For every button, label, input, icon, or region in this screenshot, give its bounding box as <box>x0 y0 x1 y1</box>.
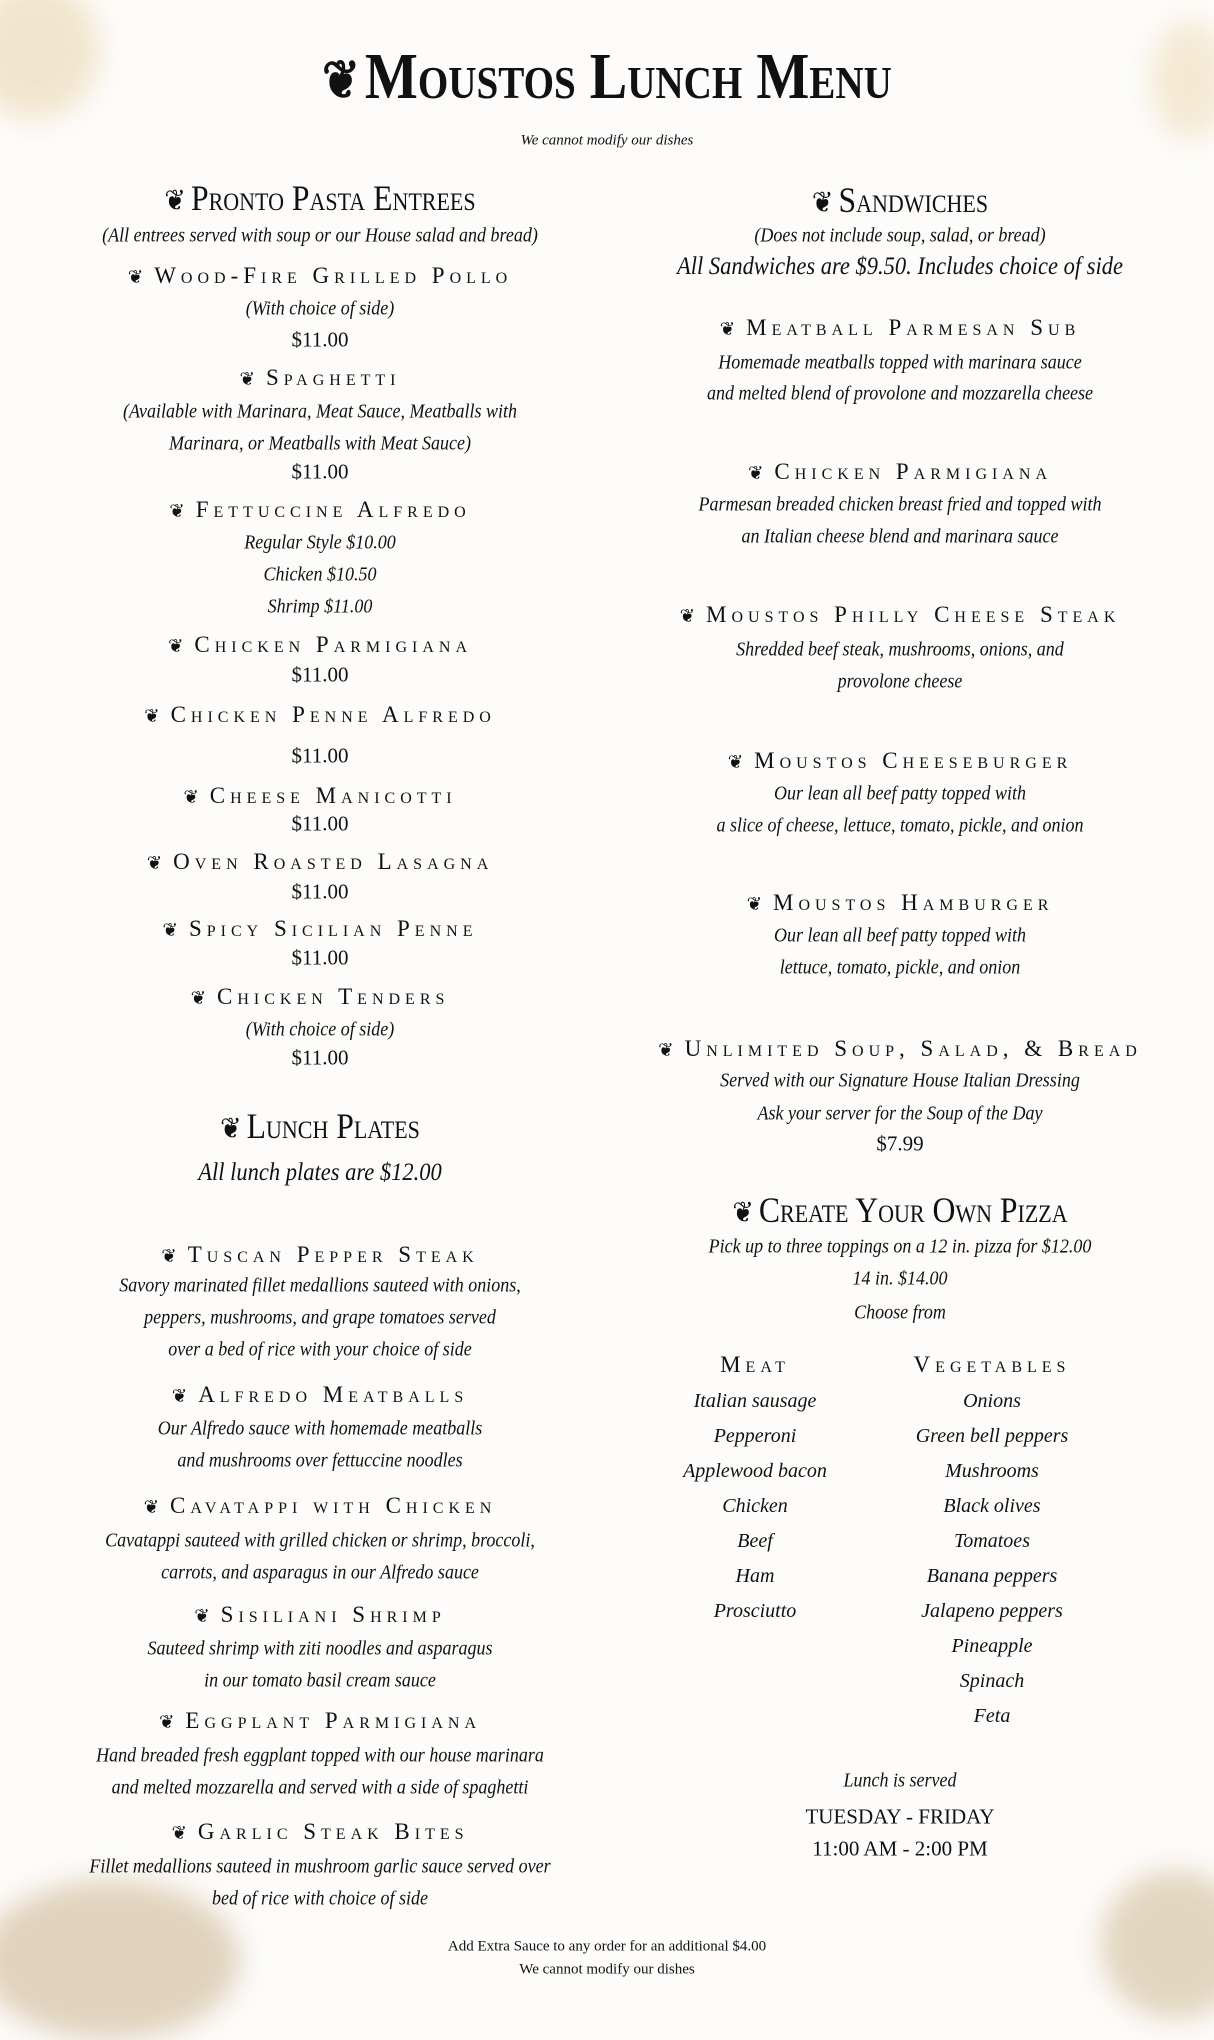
hours-label: Lunch is served <box>843 1769 957 1792</box>
item-desc: (With choice of side) <box>245 297 395 320</box>
section-heading-pizza: ❦ Create Your Own Pizza <box>732 1190 1068 1230</box>
item-desc: Savory marinated fillet medallions sauteed with onions, <box>119 1274 521 1297</box>
item-desc: Served with our Signature House Italian Dressing <box>720 1069 1080 1092</box>
topping: Feta <box>973 1705 1011 1727</box>
item-desc: Marinara, or Meatballs with Meat Sauce) <box>169 432 471 455</box>
item-desc: an Italian cheese blend and marinara sauce <box>741 525 1059 548</box>
item-price: $11.00 <box>291 662 349 687</box>
pizza-desc: Pick up to three toppings on a 12 in. pizza for $12.00 <box>708 1235 1092 1258</box>
menu-subtitle: We cannot modify our dishes <box>520 132 694 149</box>
leaf-icon: ❦ <box>183 787 204 807</box>
topping: Ham <box>735 1565 775 1587</box>
topping: Spinach <box>959 1670 1025 1692</box>
section-heading-plates: ❦ Lunch Plates <box>220 1106 420 1146</box>
section-note: (All entrees served with soup or our House salad and bread) <box>102 224 538 247</box>
item-desc: over a bed of rice with your choice of side <box>168 1338 472 1361</box>
item-desc: and melted mozzarella and served with a side of spaghetti <box>111 1776 529 1799</box>
item-desc: provolone cheese <box>837 670 963 693</box>
item-price: $11.00 <box>291 945 349 970</box>
item-desc: Cavatappi sauteed with grilled chicken or shrimp, broccoli, <box>105 1529 535 1552</box>
leaf-icon: ❦ <box>161 1246 182 1266</box>
leaf-icon: ❦ <box>719 319 741 339</box>
item-desc: and mushrooms over fettuccine noodles <box>177 1449 463 1472</box>
item-desc: in our tomato basil cream sauce <box>204 1669 436 1692</box>
section-price-note: All Sandwiches are $9.50. Includes choice of side <box>677 253 1123 280</box>
item-desc: bed of rice with choice of side <box>212 1887 428 1910</box>
topping: Pineapple <box>951 1635 1033 1657</box>
paper-stain <box>0 0 100 120</box>
item-name: ❦ Alfredo Meatballs <box>171 1382 469 1407</box>
item-desc: Our lean all beef patty topped with <box>774 782 1026 805</box>
paper-stain <box>1150 20 1214 140</box>
leaf-icon: ❦ <box>164 185 186 217</box>
leaf-icon: ❦ <box>169 501 190 521</box>
leaf-icon: ❦ <box>658 1040 679 1060</box>
item-desc: carrots, and asparagus in our Alfredo sauce <box>161 1561 479 1584</box>
item-desc: (Available with Marinara, Meat Sauce, Meatballs with <box>123 400 517 423</box>
paper-stain <box>0 1880 240 2040</box>
pizza-desc: 14 in. $14.00 <box>852 1267 948 1290</box>
leaf-icon: ❦ <box>171 1386 193 1406</box>
section-heading-pasta: ❦ Pronto Pasta Entrees <box>164 178 476 218</box>
topping: Pepperoni <box>713 1425 797 1447</box>
item-price: $11.00 <box>291 879 349 904</box>
leaf-icon: ❦ <box>171 1823 192 1843</box>
item-name: ❦ Spaghetti <box>239 365 401 390</box>
leaf-icon: ❦ <box>746 894 767 914</box>
pizza-desc: Choose from <box>854 1301 946 1324</box>
item-desc: Hand breaded fresh eggplant topped with our house marinara <box>96 1744 544 1767</box>
item-desc: Chicken $10.50 <box>263 563 377 586</box>
item-desc: Shredded beef steak, mushrooms, onions, and <box>736 638 1064 661</box>
hours-time: 11:00 AM - 2:00 PM <box>812 1836 988 1861</box>
item-name: ❦ Fettuccine Alfredo <box>169 497 471 522</box>
leaf-icon: ❦ <box>143 1497 165 1517</box>
item-name: ❦ Cavatappi with Chicken <box>143 1493 497 1518</box>
topping: Beef <box>737 1530 773 1552</box>
item-name: ❦ Unlimited Soup, Salad, & Bread <box>658 1036 1142 1061</box>
item-name: ❦ Wood-Fire Grilled Pollo <box>127 263 513 288</box>
leaf-icon: ❦ <box>811 187 834 219</box>
topping: Green bell peppers <box>915 1425 1069 1447</box>
item-name: ❦ Chicken Parmigiana <box>167 632 473 657</box>
topping: Tomatoes <box>954 1530 1030 1552</box>
item-price: $11.00 <box>291 1045 349 1070</box>
item-desc: Fillet medallions sauteed in mushroom garlic sauce served over <box>89 1855 551 1878</box>
item-price: $11.00 <box>291 459 349 484</box>
menu-title: ❦Moustos Lunch Menu <box>322 40 892 113</box>
item-name: ❦ Cheese Manicotti <box>183 783 457 808</box>
topping: Onions <box>963 1390 1021 1412</box>
item-desc: Ask your server for the Soup of the Day <box>757 1102 1043 1125</box>
meat-toppings-list <box>683 1347 827 1629</box>
item-name: ❦ Moustos Cheeseburger <box>727 748 1073 773</box>
item-desc: (With choice of side) <box>245 1018 395 1041</box>
item-desc: Shrimp $11.00 <box>267 595 373 618</box>
leaf-icon: ❦ <box>146 853 168 873</box>
item-name: ❦ Sisiliani Shrimp <box>194 1602 446 1627</box>
topping: Mushrooms <box>945 1460 1039 1482</box>
leaf-icon: ❦ <box>162 920 183 940</box>
leaf-icon: ❦ <box>158 1712 180 1732</box>
topping: Applewood bacon <box>683 1460 827 1482</box>
topping: Banana peppers <box>926 1565 1058 1587</box>
topping: Black olives <box>943 1495 1041 1517</box>
topping: Chicken <box>722 1495 788 1517</box>
leaf-icon: ❦ <box>190 988 212 1008</box>
item-name: ❦ Garlic Steak Bites <box>171 1819 469 1844</box>
item-price: $11.00 <box>291 327 349 352</box>
leaf-icon: ❦ <box>322 52 360 110</box>
item-desc: Sauteed shrimp with ziti noodles and asparagus <box>147 1637 493 1660</box>
vegetable-toppings-list <box>914 1347 1071 1734</box>
item-name: ❦ Moustos Philly Cheese Steak <box>679 602 1121 627</box>
meat-heading: Meat <box>720 1352 790 1377</box>
leaf-icon: ❦ <box>747 463 769 483</box>
item-desc: Our Alfredo sauce with homemade meatballs <box>157 1417 483 1440</box>
hours-days: TUESDAY - FRIDAY <box>805 1804 995 1829</box>
item-name: ❦ Chicken Parmigiana <box>747 459 1053 484</box>
item-price: $11.00 <box>291 811 349 836</box>
item-name: ❦ Eggplant Parmigiana <box>158 1708 482 1733</box>
section-heading-sandwiches: ❦ Sandwiches <box>811 180 989 220</box>
item-name: ❦ Spicy Sicilian Penne <box>162 916 478 941</box>
topping: Prosciutto <box>713 1600 797 1622</box>
topping: Jalapeno peppers <box>921 1600 1063 1622</box>
item-name: ❦ Chicken Penne Alfredo <box>144 702 496 727</box>
leaf-icon: ❦ <box>732 1197 754 1229</box>
item-name: ❦ Moustos Hamburger <box>746 890 1054 915</box>
vegetables-heading: Vegetables <box>913 1352 1071 1377</box>
item-desc: peppers, mushrooms, and grape tomatoes served <box>144 1306 496 1329</box>
leaf-icon: ❦ <box>727 752 749 772</box>
leaf-icon: ❦ <box>127 267 149 287</box>
item-desc: Parmesan breaded chicken breast fried and topped with <box>698 493 1102 516</box>
item-desc: Regular Style $10.00 <box>244 531 396 554</box>
leaf-icon: ❦ <box>239 369 260 389</box>
item-desc: a slice of cheese, lettuce, tomato, pickle, and onion <box>716 814 1084 837</box>
item-desc: lettuce, tomato, pickle, and onion <box>779 956 1021 979</box>
item-name: ❦ Tuscan Pepper Steak <box>161 1242 479 1267</box>
item-price: $11.00 <box>291 743 349 768</box>
item-name: ❦ Oven Roasted Lasagna <box>146 849 494 874</box>
footer-no-modify: We cannot modify our dishes <box>519 1961 695 1978</box>
leaf-icon: ❦ <box>194 1606 215 1626</box>
topping: Italian sausage <box>693 1390 817 1412</box>
leaf-icon: ❦ <box>144 706 165 726</box>
item-name: ❦ Chicken Tenders <box>190 984 450 1009</box>
section-note: (Does not include soup, salad, or bread) <box>754 224 1046 247</box>
item-name: ❦ Meatball Parmesan Sub <box>719 315 1081 340</box>
leaf-icon: ❦ <box>679 606 701 626</box>
item-desc: Homemade meatballs topped with marinara sauce <box>718 351 1082 374</box>
leaf-icon: ❦ <box>167 636 189 656</box>
leaf-icon: ❦ <box>220 1113 242 1145</box>
item-price: $7.99 <box>876 1131 924 1156</box>
footer-extra-sauce: Add Extra Sauce to any order for an additional $4.00 <box>447 1938 767 1955</box>
item-desc: and melted blend of provolone and mozzarella cheese <box>706 382 1094 405</box>
item-desc: Our lean all beef patty topped with <box>774 924 1026 947</box>
paper-stain <box>1100 1870 1214 2020</box>
section-note: All lunch plates are $12.00 <box>198 1159 442 1186</box>
